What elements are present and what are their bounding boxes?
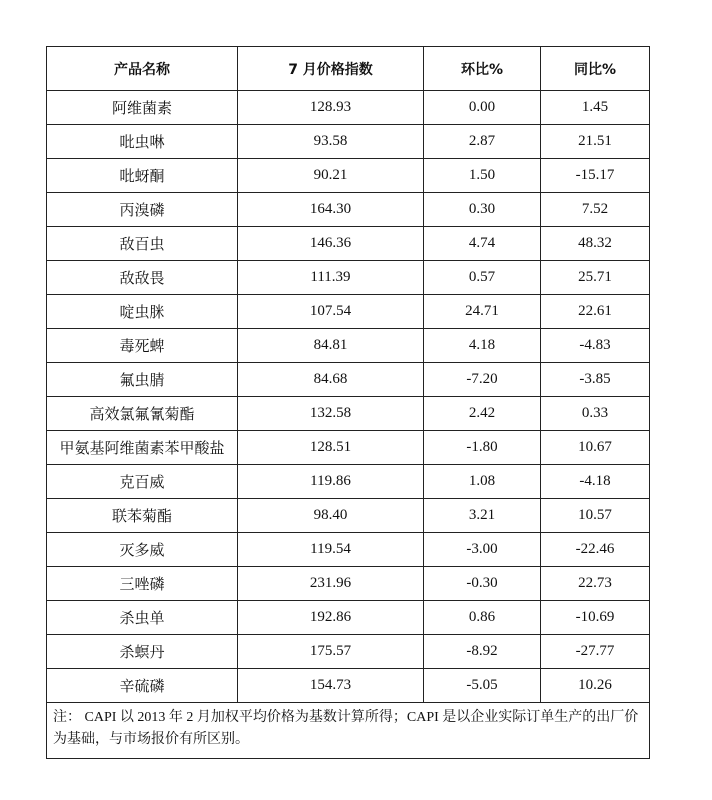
cell-year-on-year: -15.17 <box>541 159 650 193</box>
cell-price-index: 128.51 <box>238 431 424 465</box>
cell-year-on-year: -4.18 <box>541 465 650 499</box>
cell-product-name: 毒死蜱 <box>47 329 238 363</box>
cell-price-index: 132.58 <box>238 397 424 431</box>
cell-month-on-month: 1.50 <box>424 159 541 193</box>
cell-month-on-month: 3.21 <box>424 499 541 533</box>
cell-product-name: 吡虫啉 <box>47 125 238 159</box>
cell-month-on-month: -5.05 <box>424 669 541 703</box>
table-row <box>47 567 650 601</box>
cell-product-name: 高效氯氟氰菊酯 <box>47 397 238 431</box>
cell-year-on-year: -4.83 <box>541 329 650 363</box>
cell-month-on-month: 0.86 <box>424 601 541 635</box>
cell-product-name: 丙溴磷 <box>47 193 238 227</box>
cell-month-on-month: -7.20 <box>424 363 541 397</box>
cell-month-on-month: 0.30 <box>424 193 541 227</box>
table-row <box>47 431 650 465</box>
cell-year-on-year: 1.45 <box>541 91 650 125</box>
table-row <box>47 261 650 295</box>
table-row <box>47 295 650 329</box>
table-row <box>47 193 650 227</box>
cell-month-on-month: -1.80 <box>424 431 541 465</box>
cell-year-on-year: 10.57 <box>541 499 650 533</box>
table-row <box>47 533 650 567</box>
cell-price-index: 146.36 <box>238 227 424 261</box>
price-index-table <box>46 46 650 759</box>
table-row <box>47 669 650 703</box>
cell-product-name: 氟虫腈 <box>47 363 238 397</box>
cell-year-on-year: -27.77 <box>541 635 650 669</box>
table-header-row <box>47 47 650 91</box>
header-july-price-index: 7 月价格指数 <box>238 47 424 91</box>
cell-month-on-month: 4.18 <box>424 329 541 363</box>
price-index-table-container <box>46 46 649 759</box>
table-row <box>47 329 650 363</box>
table-row <box>47 91 650 125</box>
cell-price-index: 164.30 <box>238 193 424 227</box>
cell-price-index: 107.54 <box>238 295 424 329</box>
cell-year-on-year: 48.32 <box>541 227 650 261</box>
cell-price-index: 90.21 <box>238 159 424 193</box>
table-note: 注： CAPI 以 2013 年 2 月加权平均价格为基数计算所得；CAPI 是以企业实际订单生产的出厂价为基础，与市场报价有所区别。 <box>47 703 650 759</box>
table-row <box>47 227 650 261</box>
table-row <box>47 397 650 431</box>
cell-year-on-year: -10.69 <box>541 601 650 635</box>
cell-month-on-month: 2.42 <box>424 397 541 431</box>
cell-price-index: 98.40 <box>238 499 424 533</box>
header-month-on-month: 环比% <box>424 47 541 91</box>
cell-year-on-year: -3.85 <box>541 363 650 397</box>
cell-year-on-year: 21.51 <box>541 125 650 159</box>
cell-year-on-year: 22.73 <box>541 567 650 601</box>
table-row <box>47 363 650 397</box>
table-row <box>47 159 650 193</box>
cell-product-name: 啶虫脒 <box>47 295 238 329</box>
cell-product-name: 三唑磷 <box>47 567 238 601</box>
cell-product-name: 杀螟丹 <box>47 635 238 669</box>
cell-price-index: 84.68 <box>238 363 424 397</box>
cell-product-name: 杀虫单 <box>47 601 238 635</box>
table-body <box>47 91 650 703</box>
cell-year-on-year: 25.71 <box>541 261 650 295</box>
header-year-on-year: 同比% <box>541 47 650 91</box>
table-row <box>47 601 650 635</box>
cell-year-on-year: 7.52 <box>541 193 650 227</box>
cell-product-name: 克百威 <box>47 465 238 499</box>
cell-year-on-year: 10.26 <box>541 669 650 703</box>
cell-product-name: 吡蚜酮 <box>47 159 238 193</box>
cell-product-name: 阿维菌素 <box>47 91 238 125</box>
cell-product-name: 联苯菊酯 <box>47 499 238 533</box>
cell-price-index: 119.86 <box>238 465 424 499</box>
cell-year-on-year: 10.67 <box>541 431 650 465</box>
cell-year-on-year: 0.33 <box>541 397 650 431</box>
table-row <box>47 499 650 533</box>
cell-price-index: 192.86 <box>238 601 424 635</box>
cell-month-on-month: 1.08 <box>424 465 541 499</box>
cell-price-index: 111.39 <box>238 261 424 295</box>
cell-year-on-year: -22.46 <box>541 533 650 567</box>
table-row <box>47 125 650 159</box>
cell-product-name: 甲氨基阿维菌素苯甲酸盐 <box>47 431 238 465</box>
table-row <box>47 635 650 669</box>
cell-month-on-month: 0.57 <box>424 261 541 295</box>
cell-month-on-month: -0.30 <box>424 567 541 601</box>
cell-product-name: 敌敌畏 <box>47 261 238 295</box>
cell-price-index: 119.54 <box>238 533 424 567</box>
cell-month-on-month: -8.92 <box>424 635 541 669</box>
cell-price-index: 231.96 <box>238 567 424 601</box>
cell-product-name: 灭多威 <box>47 533 238 567</box>
cell-price-index: 84.81 <box>238 329 424 363</box>
cell-month-on-month: -3.00 <box>424 533 541 567</box>
cell-year-on-year: 22.61 <box>541 295 650 329</box>
cell-month-on-month: 0.00 <box>424 91 541 125</box>
table-row <box>47 465 650 499</box>
cell-month-on-month: 4.74 <box>424 227 541 261</box>
table-note-row <box>47 703 650 759</box>
cell-product-name: 辛硫磷 <box>47 669 238 703</box>
cell-price-index: 128.93 <box>238 91 424 125</box>
cell-month-on-month: 2.87 <box>424 125 541 159</box>
cell-product-name: 敌百虫 <box>47 227 238 261</box>
cell-price-index: 93.58 <box>238 125 424 159</box>
cell-price-index: 154.73 <box>238 669 424 703</box>
header-product-name: 产品名称 <box>47 47 238 91</box>
cell-price-index: 175.57 <box>238 635 424 669</box>
cell-month-on-month: 24.71 <box>424 295 541 329</box>
